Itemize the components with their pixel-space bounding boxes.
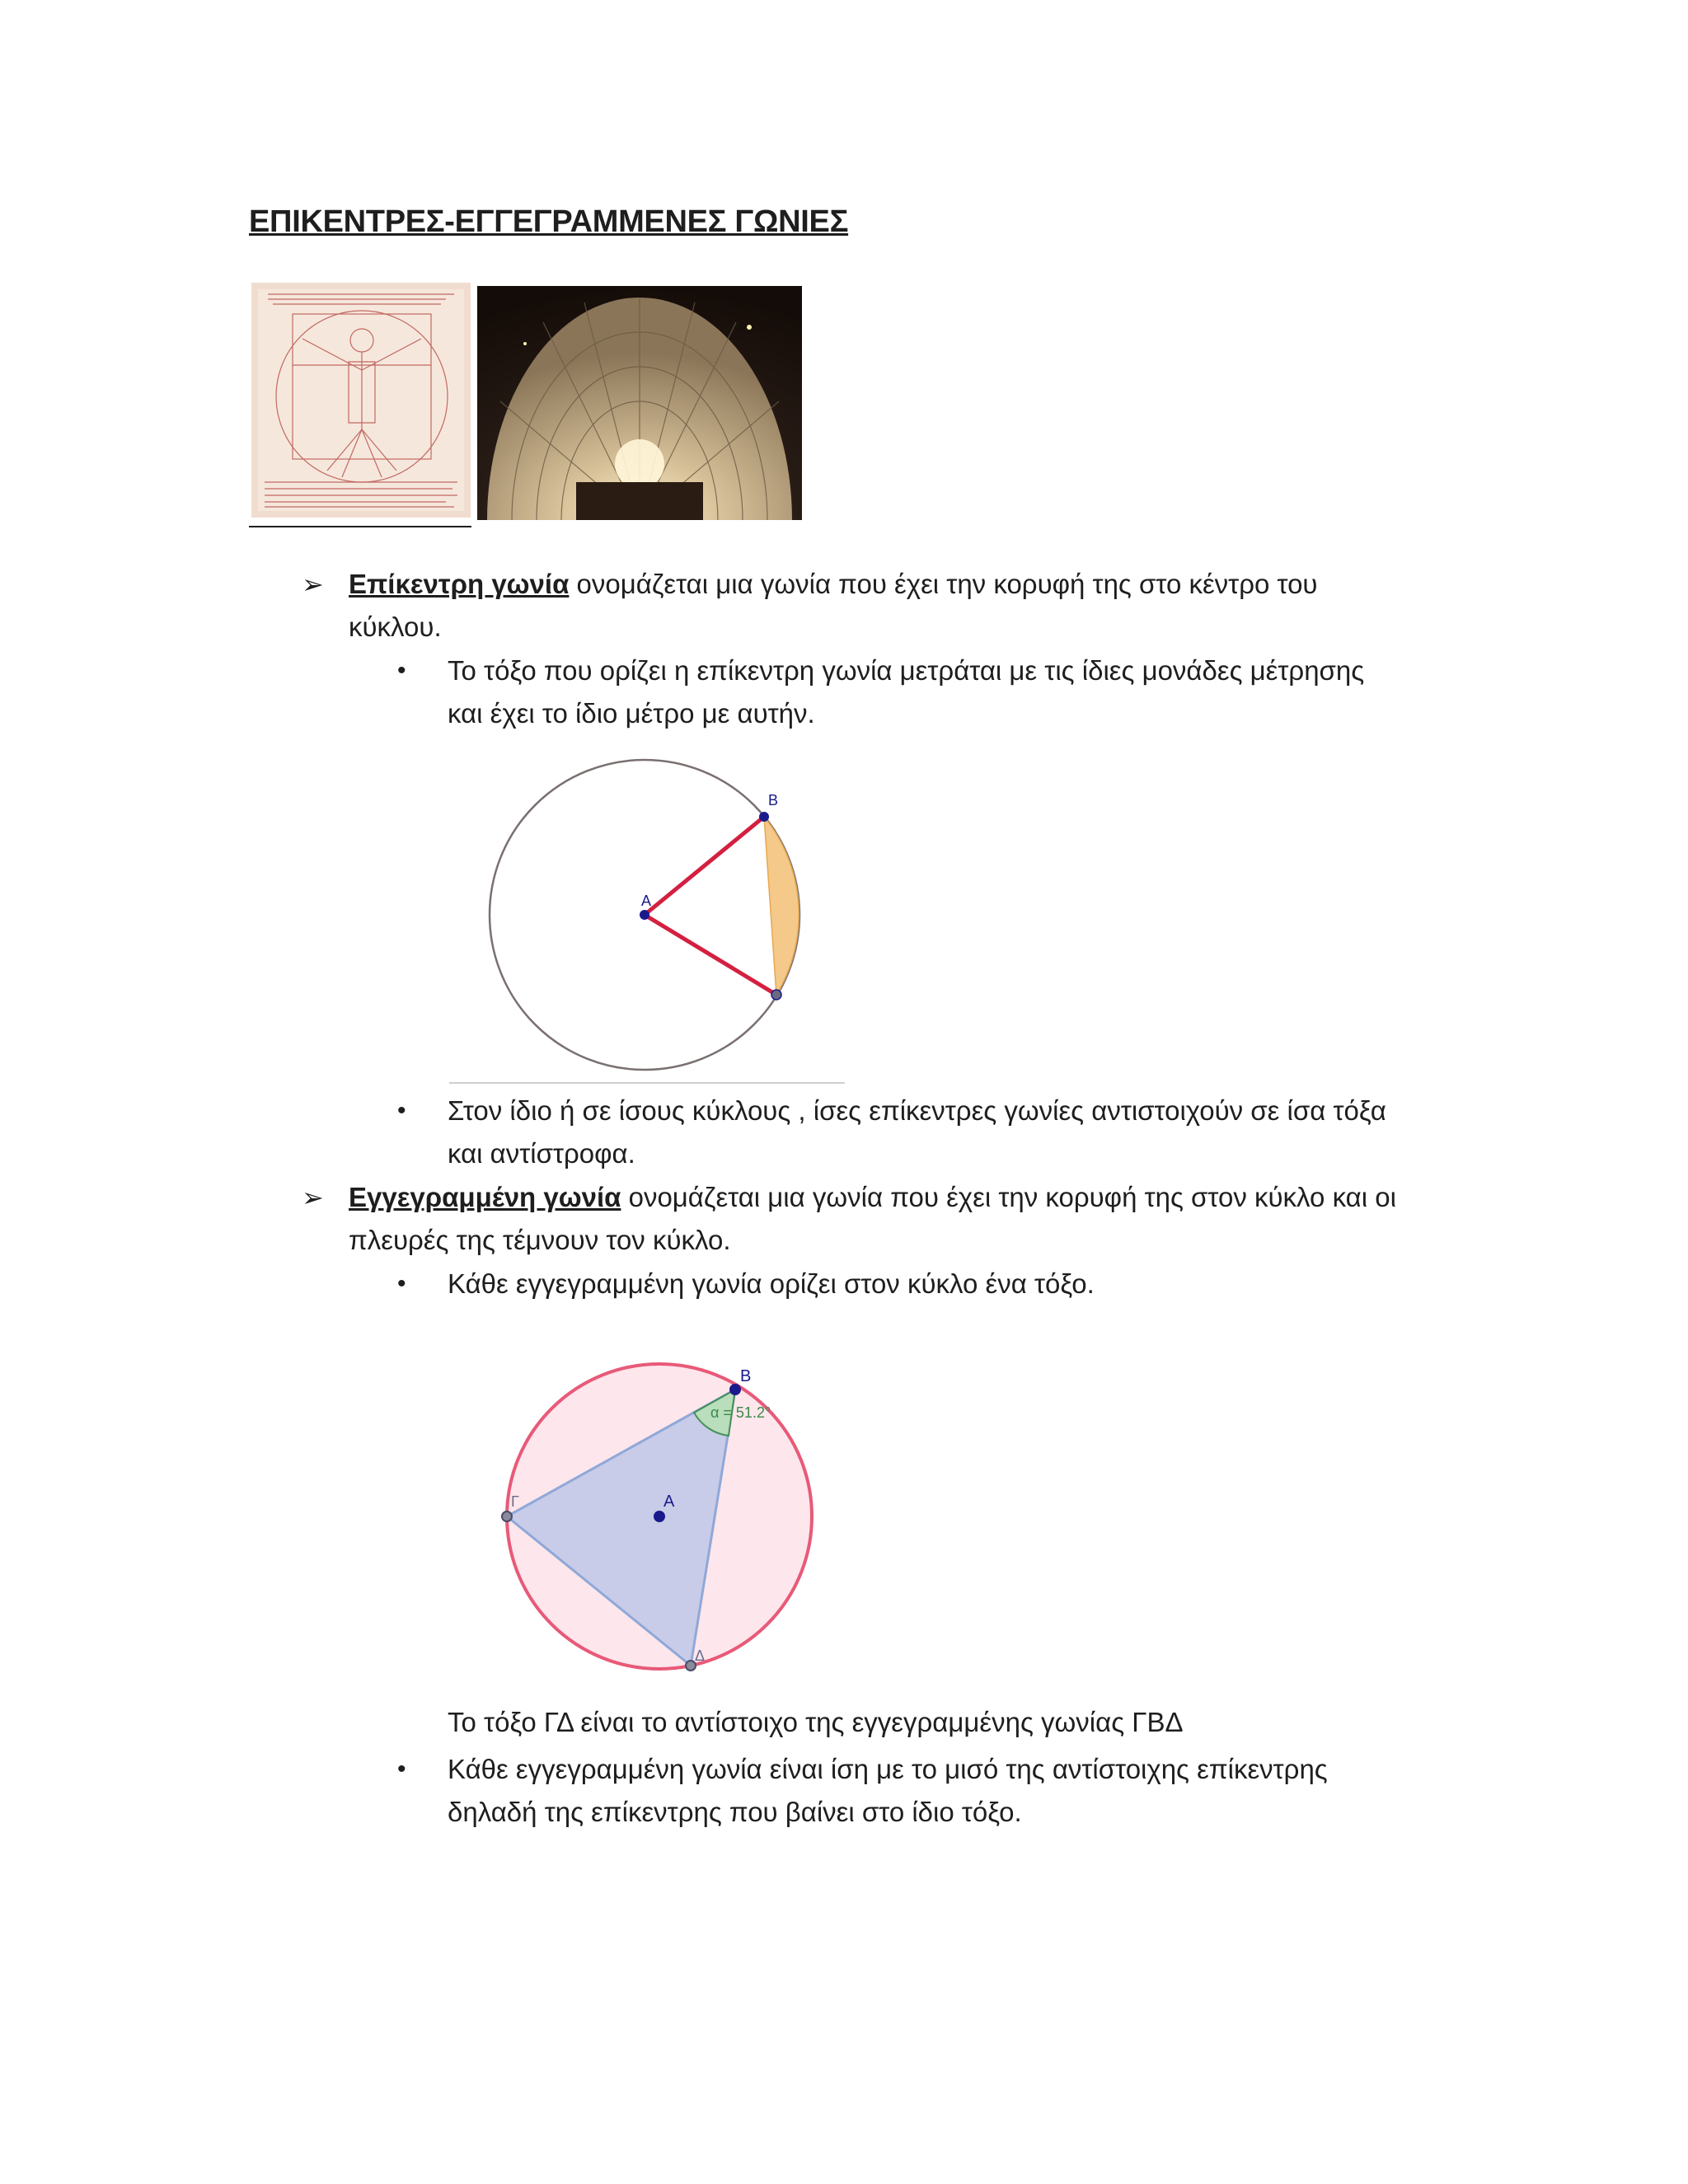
central-bullet-1-line-1: Το τόξο που ορίζει η επίκεντρη γωνία μετράται με τις ίδιες μονάδες μέτρησης (448, 655, 1365, 686)
dot-bullet-icon: • (397, 1097, 406, 1124)
inscribed-angle-definition-text: ονομάζεται μια γωνία που έχει την κορυφή της στον κύκλο και οι (621, 1182, 1396, 1212)
arrow-bullet-icon: ➢ (302, 1183, 324, 1212)
angle-label: α = 51.2° (710, 1404, 771, 1421)
lower-point (771, 990, 781, 1000)
central-angle-definition-text: ονομάζεται μια γωνία που έχει την κορυφή της στο κέντρο του (569, 569, 1318, 599)
central-bullet-2-line-1: Στον ίδιο ή σε ίσους κύκλους , ίσες επίκεντρες γωνίες αντιστοιχούν σε ίσα τόξα (448, 1095, 1386, 1126)
point-b (759, 812, 769, 822)
dot-bullet-icon: • (397, 657, 406, 684)
vitruvian-man-image (251, 283, 471, 518)
inscribed-angle-definition (349, 1176, 1396, 1219)
dot-bullet-icon: • (397, 1270, 406, 1297)
central-bullet-2-line-2: και αντίστροφα. (448, 1138, 635, 1169)
inscribed-bullet-2-line-2: δηλαδή της επίκεντρης που βαίνει στο ίδιο τόξο. (448, 1797, 1022, 1827)
central-angle-definition-continued: κύκλου. (349, 612, 442, 642)
center-label: A (641, 893, 652, 909)
arrow-bullet-icon: ➢ (302, 569, 324, 599)
central-angle-definition (349, 563, 1317, 606)
gamma-label: Γ (511, 1493, 519, 1510)
inscribed-angle-term: Εγγεγραμμένη γωνία (349, 1182, 621, 1212)
center-point (654, 1511, 665, 1522)
vertex-b-label: B (740, 1367, 752, 1385)
vertex-b (729, 1384, 741, 1395)
inscribed-angle-figure (486, 1352, 832, 1681)
inscribed-angle-definition-continued: πλευρές της τέμνουν τον κύκλο. (349, 1225, 731, 1255)
center-label: A (663, 1493, 675, 1511)
point-gamma (502, 1511, 512, 1521)
center-point (640, 910, 649, 920)
inscribed-figure-caption: Το τόξο ΓΔ είναι το αντίστοιχο της εγγεγραμμένης γωνίας ΓΒΔ (448, 1707, 1184, 1737)
page-title: ΕΠΙΚΕΝΤΡΕΣ-ΕΓΓΕΓΡΑΜΜΕΝΕΣ ΓΩΝΙΕΣ (249, 204, 849, 239)
inscribed-bullet-2-line-1: Κάθε εγγεγραμμένη γωνία είναι ίση με το μισό της αντίστοιχης επίκεντρης (448, 1754, 1328, 1784)
inscribed-bullet-1: Κάθε εγγεγραμμένη γωνία ορίζει στον κύκλο ένα τόξο. (448, 1268, 1095, 1299)
central-angle-figure (445, 746, 849, 1088)
central-angle-term: Επίκεντρη γωνία (349, 569, 570, 599)
ancient-theatre-image (477, 286, 802, 520)
central-bullet-1-line-2: και έχει το ίδιο μέτρο με αυτήν. (448, 698, 815, 729)
image-underline (249, 526, 471, 527)
point-b-label: B (768, 792, 779, 808)
delta-label: Δ (695, 1647, 706, 1664)
dot-bullet-icon: • (397, 1755, 406, 1783)
